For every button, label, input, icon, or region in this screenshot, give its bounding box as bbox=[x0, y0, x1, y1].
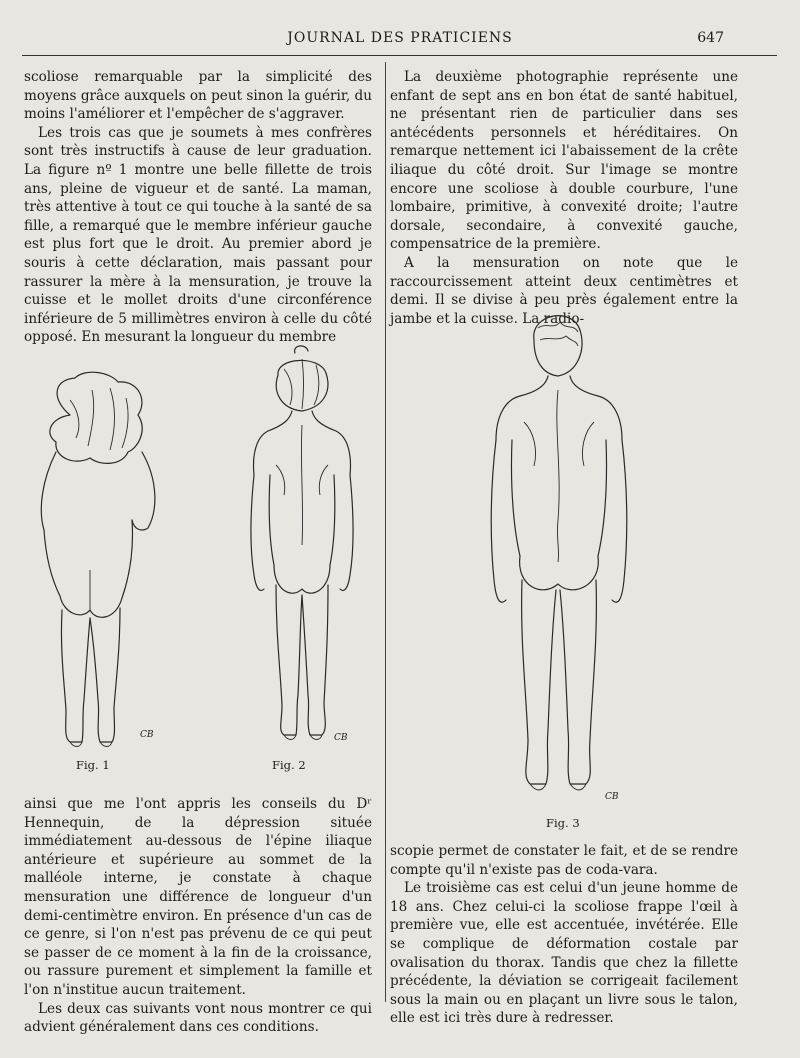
figure-2-illustration bbox=[240, 345, 370, 755]
paragraph: La deuxième photographie représente une enfant de sept ans en bon état de santé habituel, ne présentant rien de particulier dans ses antécédents personnels et héréditaires. On remarque nettement ici l'abaissement de la crête iliaque du côté droit. Sur l'image se montre encore une scoliose à double courbure, l'une lombaire, primitive, à convexité droite; l'autre dorsale, secondaire, à convexité gauche, compensatrice de la première. bbox=[390, 69, 738, 253]
paragraph: Les deux cas suivants vont nous montrer ce qui advient généralement dans ces conditions. bbox=[24, 1000, 372, 1036]
figure-1-caption: Fig. 1 bbox=[76, 758, 110, 772]
figure-2-signature: CB bbox=[334, 733, 348, 743]
paragraph: Les trois cas que je soumets à mes confrères sont très instructifs à cause de leur graduation. La figure nº 1 montre une belle fillette de trois ans, pleine de vigueur et de santé. La maman, très attentive à tout ce qui touche à la santé de sa fille, a remarqué que le membre inférieur gauche est plus fort que le droit. Au premier abord je souris à cette déclaration, mais passant pour rassurer la mère à la mensuration, je trouve la cuisse et le mollet droits d'une circonférence inférieure de 5 millimètres environ à celle du côté opposé. En mesurant la longueur du membre bbox=[24, 124, 372, 346]
figure-3-caption: Fig. 3 bbox=[546, 816, 580, 830]
paragraph: Le troisième cas est celui d'un jeune homme de 18 ans. Chez celui-ci la scoliose frappe l'œil à première vue, elle est accentuée, invétérée. Elle se complique de déformation costale par ovalisation du thorax. Tandis que chez la fillette précédente, la déviation se corrigeait facilement sous la main ou en plaçant un livre sous le talon, elle est ici très dure à redresser. bbox=[390, 880, 738, 1027]
page-number: 647 bbox=[697, 30, 724, 46]
figure-3-signature: CB bbox=[605, 792, 619, 802]
page-header bbox=[0, 30, 800, 52]
right-column-top-text bbox=[390, 68, 738, 328]
paragraph: scopie permet de constater le fait, et de se rendre compte qu'il n'existe pas de coda-vara. bbox=[390, 843, 738, 878]
paragraph: ainsi que me l'ont appris les conseils du Dʳ Hennequin, de la dépression située immédiatement au-dessous de l'épine iliaque antérieure et supérieure au sommet de la malléole interne, je constate à chaque mensuration une différence de longueur d'un demi-centimètre environ. En présence d'un cas de ce genre, si l'on n'est pas prévenu de ce qui peut se passer de ce moment à la fin de la croissance, ou rassure purement et simplement la famille et l'on n'institue aucun traitement. bbox=[24, 796, 372, 998]
left-column-bottom-text bbox=[24, 795, 372, 1037]
header-rule bbox=[22, 55, 777, 56]
figure-1-illustration bbox=[30, 370, 180, 770]
running-title: JOURNAL DES PRATICIENS bbox=[287, 30, 513, 46]
paragraph: A la mensuration on note que le raccourcissement atteint deux centimètres et demi. Il se divise à peu près également entre la jambe et la cuisse. La radio- bbox=[390, 254, 738, 327]
figure-2-caption: Fig. 2 bbox=[272, 758, 306, 772]
left-column-top-text bbox=[24, 68, 372, 347]
column-divider bbox=[385, 62, 386, 1002]
paragraph: scoliose remarquable par la simplicité des moyens grâce auxquels on peut sinon la guérir, du moins l'améliorer et l'empêcher de s'aggraver. bbox=[24, 69, 372, 123]
figure-3-illustration bbox=[480, 300, 640, 805]
right-column-bottom-text bbox=[390, 842, 738, 1028]
figure-1-signature: CB bbox=[140, 730, 154, 740]
